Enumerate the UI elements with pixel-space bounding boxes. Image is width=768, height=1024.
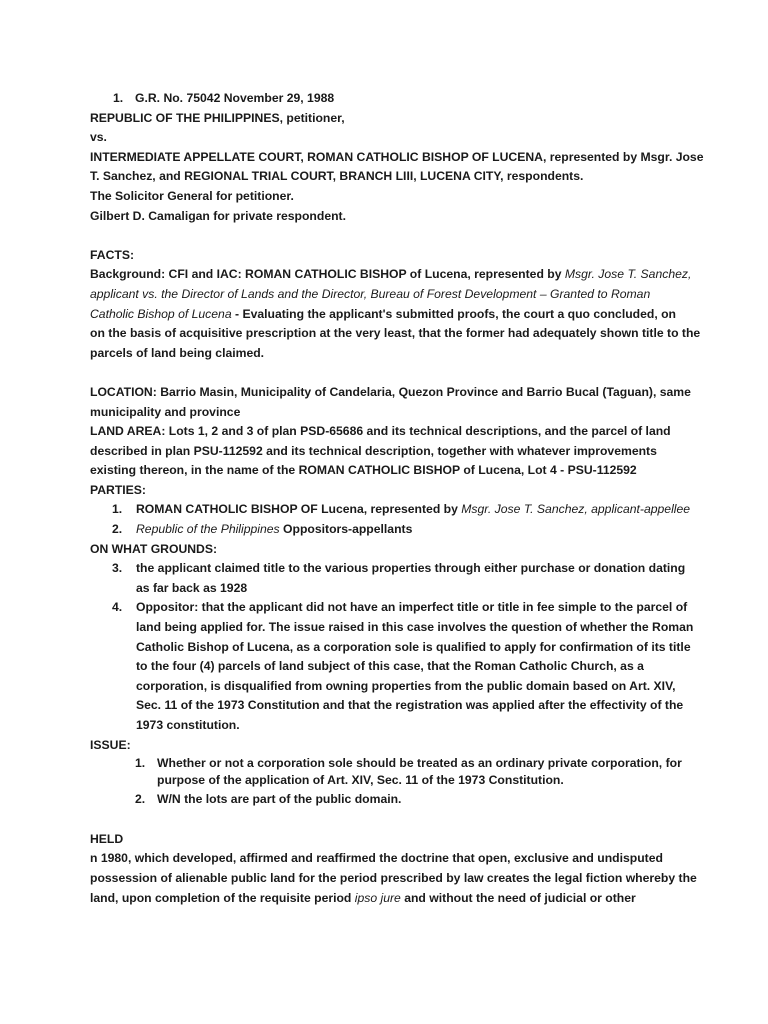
held-heading: HELD — [90, 831, 124, 846]
counsel-respondent: Gilbert D. Camaligan for private respondent. — [90, 208, 346, 223]
grounds-number: 4. — [112, 600, 123, 615]
land-area-text: Lots 1, 2 and 3 of plan PSD-65686 and its technical descriptions, and the parcel of land — [168, 424, 671, 439]
location-line-1 — [90, 383, 691, 403]
grounds-line: the applicant claimed title to the various properties through either purchase or donation dating — [136, 561, 686, 576]
grounds-line: Oppositor: that the applicant did not have an imperfect title or title in fee simple to the parcel of — [136, 600, 688, 615]
party-item — [90, 520, 680, 540]
held-line-3 — [90, 889, 680, 909]
land-area-line-1 — [90, 422, 680, 442]
facts-background-line-3 — [90, 305, 680, 325]
facts-background-line-5: parcels of land being claimed. — [90, 345, 265, 360]
grounds-line: 1973 constitution. — [136, 718, 240, 732]
issue-number: 1. — [135, 756, 146, 771]
facts-background-line-4: on the basis of acquisitive prescription at the very least, that the former had adequately shown title to the — [90, 326, 701, 341]
grounds-line: as far back as 1928 — [136, 580, 248, 595]
issue-list — [90, 755, 680, 808]
land-area-line-3: existing thereon, in the name of the ROMAN CATHOLIC BISHOP of Lucena, Lot 4 - PSU-112592 — [90, 463, 637, 478]
location-line-2: municipality and province — [90, 404, 241, 419]
counsel-petitioner: The Solicitor General for petitioner. — [90, 188, 294, 203]
spacer — [90, 226, 680, 246]
spacer — [90, 810, 680, 830]
case-heading — [90, 89, 680, 109]
location-label: LOCATION: — [90, 384, 161, 399]
party-text: ROMAN CATHOLIC BISHOP OF Lucena, represented by — [136, 502, 462, 517]
issue-item — [90, 791, 680, 808]
party-italic: Msgr. Jose T. Sanchez, applicant-appellee — [461, 502, 691, 517]
case-title: G.R. No. 75042 November 29, 1988 — [135, 91, 335, 105]
document-body — [90, 89, 704, 908]
grounds-line: corporation, is disqualified from owning properties from the public domain based on Art. XIV, — [136, 678, 676, 693]
held-tail: and without the need of judicial or other — [400, 890, 636, 905]
land-area-label: LAND AREA: — [90, 424, 169, 439]
grounds-line: Catholic Bishop of Lucena, as a corporation sole is qualified to apply for confirmation of its title — [136, 639, 691, 654]
background-text-2: - Evaluating the applicant's submitted proofs, the court a quo concluded, on — [231, 306, 676, 321]
issue-item — [90, 755, 680, 789]
held-line-1: n 1980, which developed, affirmed and reaffirmed the doctrine that open, exclusive and undisputed — [90, 851, 663, 866]
party-number: 1. — [112, 502, 123, 517]
respondents-line-2: T. Sanchez, and REGIONAL TRIAL COURT, BRANCH LIII, LUCENA CITY, respondents. — [90, 169, 584, 184]
grounds-line: to the four (4) parcels of land subject of this case, that the Roman Catholic Church, as a — [136, 659, 644, 674]
respondents-line-1: INTERMEDIATE APPELLATE COURT, ROMAN CATHOLIC BISHOP OF LUCENA, represented by Msgr. Jose — [90, 149, 704, 164]
location-text: Barrio Masin, Municipality of Candelaria, Quezon Province and Barrio Bucal (Taguan), same — [160, 384, 691, 399]
held-text: land, upon completion of the requisite period — [90, 890, 355, 905]
grounds-item — [90, 598, 694, 735]
issue-line: W/N the lots are part of the public domain. — [157, 792, 402, 807]
background-text: CFI and IAC: ROMAN CATHOLIC BISHOP of Lucena, represented by — [168, 267, 565, 282]
versus-line: vs. — [90, 130, 107, 145]
background-italic-2: Catholic Bishop of Lucena — [90, 306, 232, 321]
grounds-line: land being applied for. The issue raised in this case involves the question of whether the Roman — [136, 620, 694, 635]
spacer — [90, 363, 680, 383]
background-label: Background: — [90, 267, 169, 282]
parties-heading: PARTIES: — [90, 482, 146, 497]
issue-line: Whether or not a corporation sole should be treated as an ordinary private corporation, for — [157, 756, 682, 771]
issue-heading: ISSUE: — [90, 737, 131, 752]
facts-background-line-1 — [90, 265, 692, 285]
grounds-line: Sec. 11 of the 1973 Constitution and that the registration was applied after the effectivity of the — [136, 698, 684, 713]
held-line-2: possession of alienable public land for the period prescribed by law creates the legal fiction whereby the — [90, 870, 697, 885]
party-italic: Republic of the Philippines — [136, 522, 280, 537]
petitioner-line: REPUBLIC OF THE PHILIPPINES, petitioner, — [90, 110, 345, 125]
case-number: 1. — [113, 91, 124, 105]
facts-background-line-2: applicant vs. the Director of Lands and the Director, Bureau of Forest Development – Granted to Roman — [90, 286, 651, 301]
grounds-number: 3. — [112, 561, 123, 576]
facts-heading: FACTS: — [90, 247, 135, 262]
party-number: 2. — [112, 522, 123, 537]
issue-number: 2. — [135, 792, 146, 807]
held-italic: ipso jure — [354, 890, 401, 905]
party-item — [90, 500, 691, 520]
grounds-item — [90, 559, 686, 598]
grounds-heading: ON WHAT GROUNDS: — [90, 541, 218, 556]
land-area-line-2: described in plan PSU-112592 and its technical description, together with whatever improvements — [90, 443, 657, 458]
party-text: Oppositors-appellants — [279, 522, 413, 537]
background-italic: Msgr. Jose T. Sanchez, — [564, 267, 692, 282]
issue-line: purpose of the application of Art. XIV, Sec. 11 of the 1973 Constitution. — [157, 773, 564, 788]
